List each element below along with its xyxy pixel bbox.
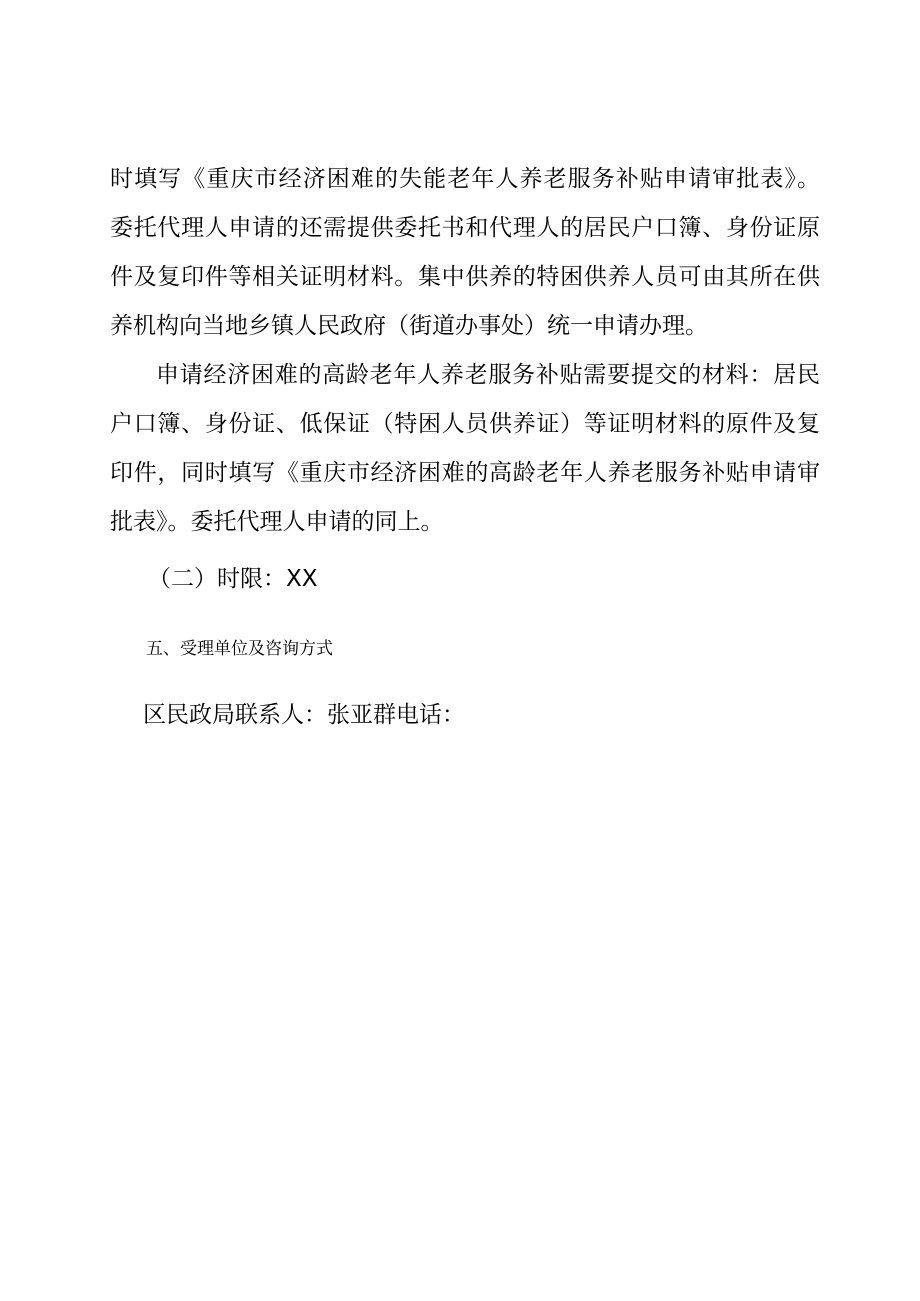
text-line: 时填写《重庆市经济困难的失能老年人养老服务补贴申请审批表》。 [110, 166, 820, 192]
text-line: 印件，同时填写《重庆市经济困难的高龄老年人养老服务补贴申请审 [110, 460, 820, 486]
text-line: 委托代理人申请的还需提供委托书和代理人的居民户口簿、身份证原 [110, 215, 820, 241]
text-line: 户口簿、身份证、低保证（特困人员供养证）等证明材料的原件及复 [110, 411, 820, 437]
application-materials-paragraph-elderly [110, 351, 820, 547]
text-line: 养机构向当地乡镇人民政府（街道办事处）统一申请办理。 [110, 313, 708, 339]
contact-line: 区民政局联系人：张亚群电话： [143, 702, 465, 728]
text-line: 件及复印件等相关证明材料。集中供养的特困供养人员可由其所在供 [110, 264, 820, 290]
text-line: 申请经济困难的高龄老年人养老服务补贴需要提交的材料：居民 [156, 362, 820, 388]
application-materials-paragraph-disabled [110, 155, 820, 351]
section-five-heading: 五、受理单位及咨询方式 [146, 639, 333, 659]
text-line: 批表》。委托代理人申请的同上。 [110, 509, 444, 535]
time-limit-line: （二）时限：XX [148, 566, 318, 592]
